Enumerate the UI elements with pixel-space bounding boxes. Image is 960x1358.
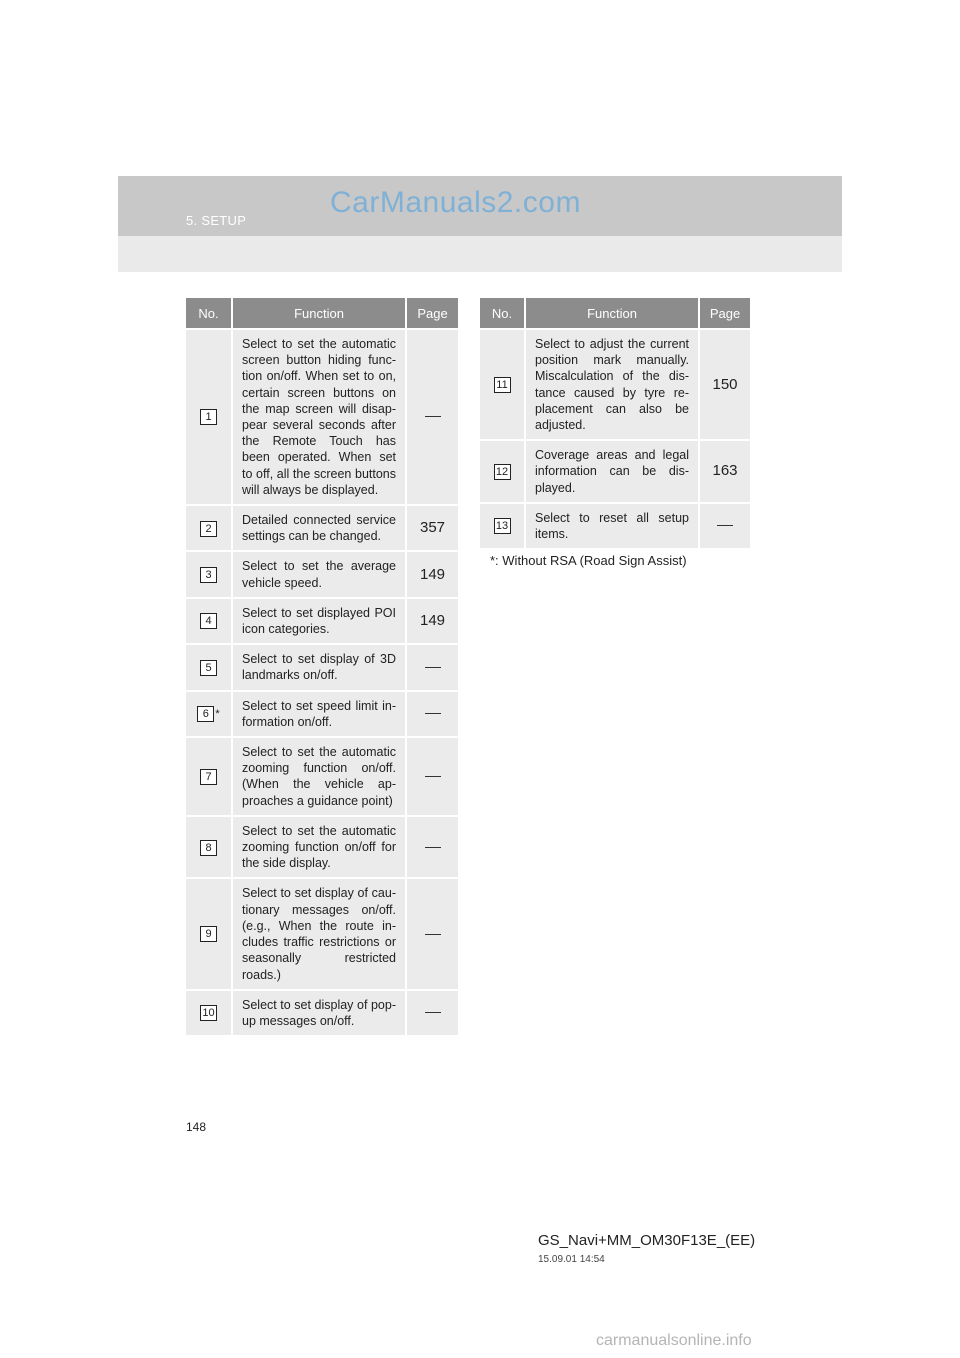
no-page-dash bbox=[425, 1012, 441, 1013]
page-reference bbox=[407, 817, 458, 880]
page-reference: 163 bbox=[700, 441, 750, 504]
column-header-function: Function bbox=[526, 298, 700, 330]
page-reference: 150 bbox=[700, 330, 750, 441]
page-reference: 357 bbox=[407, 506, 458, 552]
row-number-cell bbox=[186, 506, 233, 552]
page-reference: 149 bbox=[407, 599, 458, 645]
table-row bbox=[186, 506, 458, 552]
table-row bbox=[186, 330, 458, 506]
footnote: *: Without RSA (Road Sign Assist) bbox=[490, 553, 687, 568]
page-number: 148 bbox=[186, 1120, 207, 1134]
item-number-badge: 9 bbox=[200, 926, 217, 942]
item-number-badge: 1 bbox=[200, 409, 217, 425]
no-page-dash bbox=[425, 667, 441, 668]
no-page-dash bbox=[425, 416, 441, 417]
no-page-dash bbox=[425, 934, 441, 935]
function-description: Select to set the automatic zooming function on/off for the side display. bbox=[233, 817, 407, 880]
right-function-table bbox=[480, 298, 750, 550]
column-header-no: No. bbox=[186, 298, 233, 330]
page-reference bbox=[407, 645, 458, 691]
table-row bbox=[186, 817, 458, 880]
function-description: Select to adjust the current position mark manually. Miscalculation of the dis-tance caused by tyre re-placement can also be adjusted. bbox=[526, 330, 700, 441]
item-number-badge: 4 bbox=[200, 613, 217, 629]
column-header-function: Function bbox=[233, 298, 407, 330]
function-description: Select to set the average vehicle speed. bbox=[233, 552, 407, 598]
table-row bbox=[186, 879, 458, 990]
table-row bbox=[480, 441, 750, 504]
function-description: Detailed connected service settings can be changed. bbox=[233, 506, 407, 552]
print-timestamp: 15.09.01 14:54 bbox=[538, 1254, 605, 1265]
function-description: Coverage areas and legal information can be dis-played. bbox=[526, 441, 700, 504]
function-description: Select to set the automatic screen button hiding func-tion on/off. When set to on, certain screen buttons on the map screen will disap-pear several seconds after the Remote Touch has been operated. When set to off, all the screen buttons will always be displayed. bbox=[233, 330, 407, 506]
item-number-badge: 11 bbox=[494, 377, 511, 393]
item-number-badge: 6 bbox=[197, 706, 214, 722]
left-function-table bbox=[186, 298, 458, 1037]
no-page-dash bbox=[425, 847, 441, 848]
row-number-cell bbox=[480, 504, 526, 550]
header-subbar bbox=[118, 236, 842, 272]
row-number-cell bbox=[186, 991, 233, 1037]
table-row bbox=[186, 692, 458, 738]
function-description: Select to set display of 3D landmarks on/off. bbox=[233, 645, 407, 691]
function-description: Select to set the automatic zooming function on/off. (When the vehicle ap-proaches a guidance point) bbox=[233, 738, 407, 817]
column-header-no: No. bbox=[480, 298, 526, 330]
item-number-badge: 5 bbox=[200, 660, 217, 676]
item-number-badge: 12 bbox=[494, 464, 511, 480]
row-number-cell bbox=[186, 817, 233, 880]
row-number-cell bbox=[480, 441, 526, 504]
table-row bbox=[186, 599, 458, 645]
row-number-cell bbox=[186, 330, 233, 506]
no-page-dash bbox=[717, 525, 733, 526]
section-title: 5. SETUP bbox=[186, 213, 247, 228]
footer-watermark: carmanualsonline.info bbox=[596, 1332, 752, 1349]
row-number-cell bbox=[186, 645, 233, 691]
row-number-cell bbox=[186, 552, 233, 598]
row-number-cell bbox=[186, 738, 233, 817]
item-number-badge: 10 bbox=[200, 1005, 217, 1021]
page-reference bbox=[407, 879, 458, 990]
function-description: Select to set display of pop-up messages on/off. bbox=[233, 991, 407, 1037]
item-number-badge: 8 bbox=[200, 840, 217, 856]
footnote-marker: * bbox=[215, 707, 220, 720]
page-reference bbox=[407, 738, 458, 817]
function-description: Select to set speed limit in-formation on/off. bbox=[233, 692, 407, 738]
page-reference bbox=[407, 991, 458, 1037]
table-row bbox=[480, 330, 750, 441]
item-number-badge: 7 bbox=[200, 769, 217, 785]
no-page-dash bbox=[425, 776, 441, 777]
column-header-page: Page bbox=[700, 298, 750, 330]
page-reference bbox=[407, 692, 458, 738]
function-description: Select to set display of cau-tionary messages on/off. (e.g., When the route in-cludes traffic restrictions or seasonally restricted roads.) bbox=[233, 879, 407, 990]
row-number-cell bbox=[186, 879, 233, 990]
document-code: GS_Navi+MM_OM30F13E_(EE) bbox=[538, 1232, 756, 1249]
watermark: CarManuals2.com bbox=[330, 186, 581, 219]
row-number-cell bbox=[186, 599, 233, 645]
table-row bbox=[186, 552, 458, 598]
no-page-dash bbox=[425, 713, 441, 714]
table-row bbox=[186, 738, 458, 817]
item-number-badge: 3 bbox=[200, 567, 217, 583]
row-number-cell bbox=[480, 330, 526, 441]
table-header-row bbox=[186, 298, 458, 330]
function-description: Select to set displayed POI icon categories. bbox=[233, 599, 407, 645]
page-reference bbox=[700, 504, 750, 550]
row-number-cell bbox=[186, 692, 233, 738]
function-description: Select to reset all setup items. bbox=[526, 504, 700, 550]
table-header-row bbox=[480, 298, 750, 330]
page-reference: 149 bbox=[407, 552, 458, 598]
table-row bbox=[186, 991, 458, 1037]
item-number-badge: 2 bbox=[200, 521, 217, 537]
column-header-page: Page bbox=[407, 298, 458, 330]
table-row bbox=[186, 645, 458, 691]
page-reference bbox=[407, 330, 458, 506]
table-row bbox=[480, 504, 750, 550]
item-number-badge: 13 bbox=[494, 518, 511, 534]
